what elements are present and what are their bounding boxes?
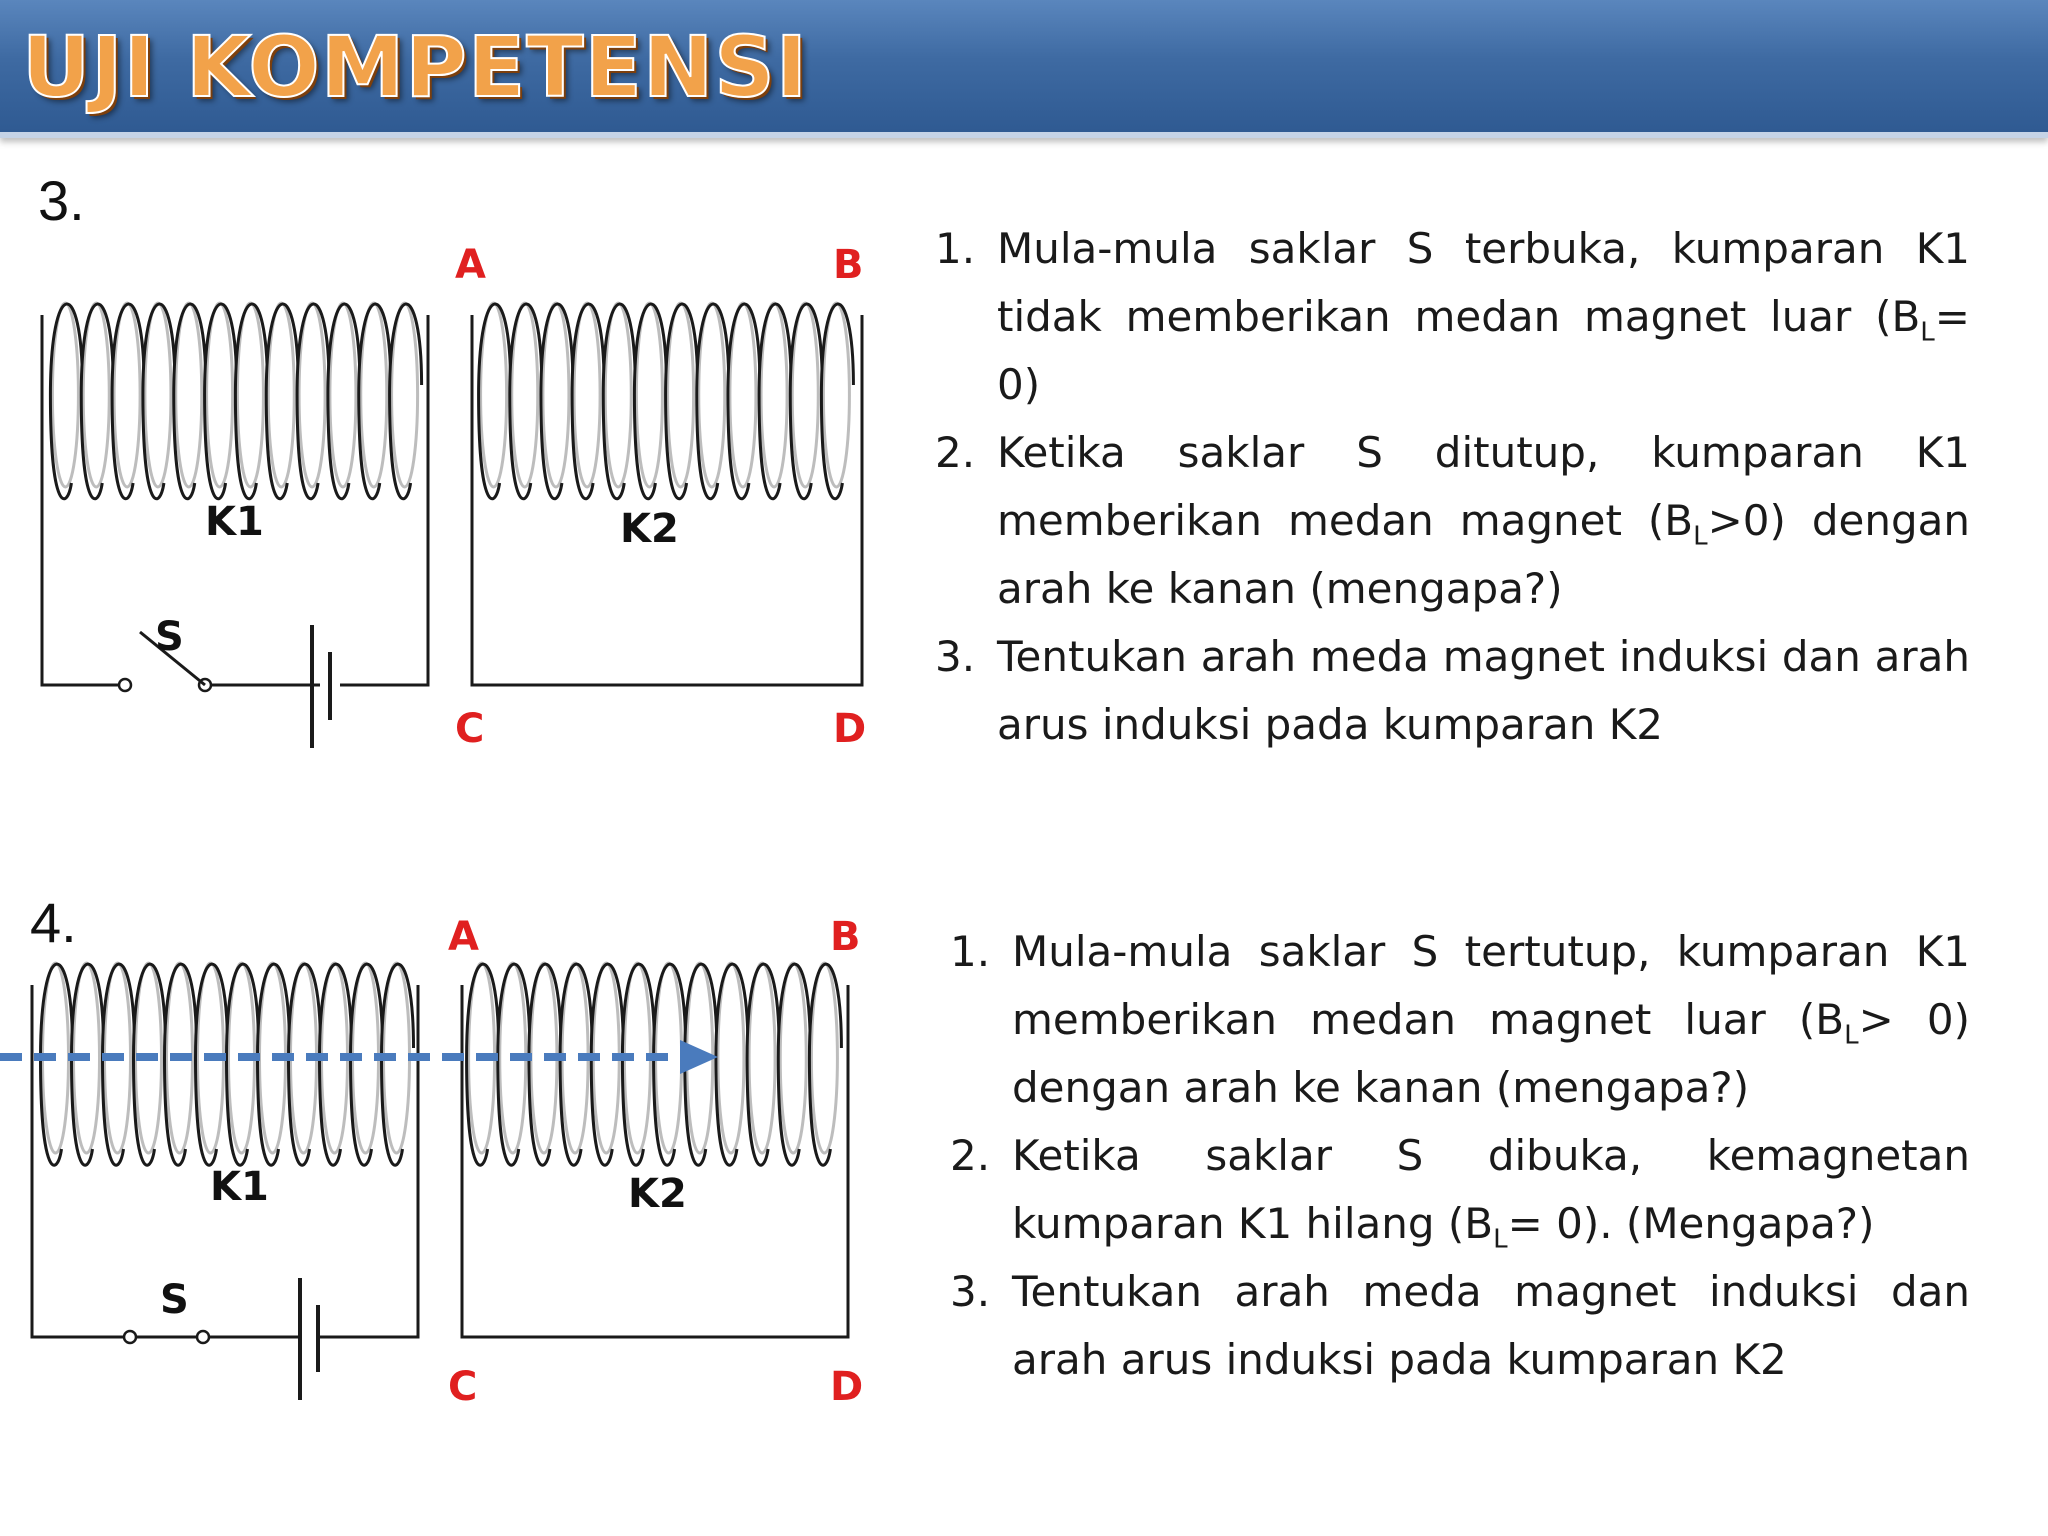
- circuit-diagram-4: [0, 900, 880, 1430]
- step-subscript: L: [1844, 1020, 1859, 1051]
- node-a: A: [455, 242, 486, 288]
- step-item: [950, 1258, 1970, 1394]
- label-switch: S: [155, 614, 184, 660]
- step-item: [950, 918, 1970, 1122]
- coil-k1: [41, 963, 414, 1165]
- page-title: UJI KOMPETENSI: [22, 18, 808, 116]
- switch-contact-left: [119, 679, 131, 691]
- step-number: 2.: [935, 428, 976, 477]
- step-number: 1.: [950, 927, 991, 976]
- node-a: A: [448, 914, 479, 960]
- circuit-diagram-3: [0, 220, 880, 780]
- step-item: [935, 419, 1970, 623]
- node-c: C: [448, 1364, 478, 1410]
- step-item: [950, 1122, 1970, 1258]
- label-switch: S: [160, 1277, 189, 1323]
- step-text: Mula-mula saklar S terbuka, kumparan K1 tidak memberikan medan magnet luar (B: [997, 224, 1970, 341]
- title-banner: [0, 0, 2048, 138]
- label-k2: K2: [620, 506, 679, 552]
- node-c: C: [455, 706, 485, 752]
- node-d: D: [830, 1364, 864, 1410]
- node-b: B: [830, 914, 861, 960]
- step-text-tail: > 0) dengan arah ke kanan (mengapa?): [1012, 995, 1970, 1112]
- step-text-tail: = 0). (Mengapa?): [1507, 1199, 1875, 1248]
- step-subscript: L: [1493, 1224, 1508, 1255]
- step-text: Ketika saklar S dibuka, kemagnetan kumparan K1 hilang (B: [1012, 1131, 1970, 1248]
- step-text-tail: >0) dengan arah ke kanan (mengapa?): [997, 496, 1970, 613]
- step-subscript: L: [1693, 521, 1708, 552]
- label-k1: K1: [205, 499, 264, 545]
- step-number: 3.: [935, 632, 976, 681]
- switch-contact-right: [197, 1331, 209, 1343]
- node-b: B: [833, 242, 864, 288]
- step-subscript: L: [1920, 317, 1935, 348]
- step-number: 2.: [950, 1131, 991, 1180]
- switch-contact-left: [124, 1331, 136, 1343]
- coil-k1: [50, 303, 421, 499]
- question-number-3: 3.: [38, 169, 85, 232]
- coil-k2: [467, 963, 842, 1165]
- step-number: 1.: [935, 224, 976, 273]
- step-text: Tentukan arah meda magnet induksi dan arah arus induksi pada kumparan K2: [997, 632, 1970, 749]
- step-item: [935, 215, 1970, 419]
- step-text: Ketika saklar S ditutup, kumparan K1 memberikan medan magnet (B: [997, 428, 1970, 545]
- node-d: D: [833, 706, 867, 752]
- steps-list-3: [935, 215, 1970, 759]
- coil-k2: [479, 303, 854, 499]
- step-item: [935, 623, 1970, 759]
- label-k1: K1: [210, 1164, 269, 1210]
- label-k2: K2: [628, 1171, 687, 1217]
- step-text: Mula-mula saklar S tertutup, kumparan K1 memberikan medan magnet luar (B: [1012, 927, 1970, 1044]
- question-number-4: 4.: [30, 891, 77, 954]
- step-text: Tentukan arah meda magnet induksi dan arah arus induksi pada kumparan K2: [1012, 1267, 1970, 1384]
- step-text-tail: = 0): [997, 292, 1970, 409]
- steps-list-4: [950, 918, 1970, 1394]
- step-number: 3.: [950, 1267, 991, 1316]
